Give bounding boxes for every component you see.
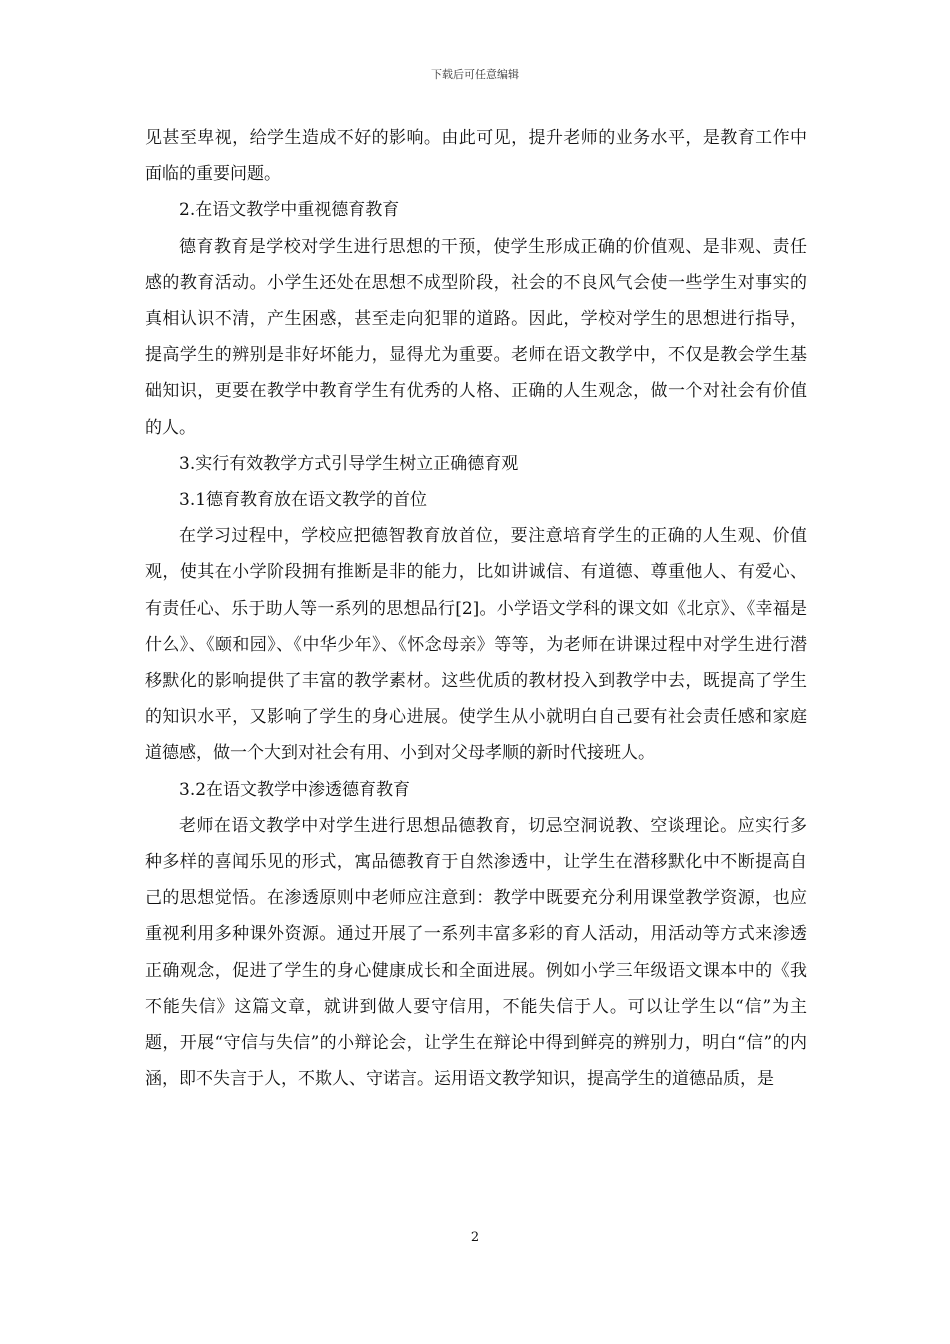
paragraph: 在学习过程中，学校应把德智教育放首位，要注意培育学生的正确的人生观、价值观，使其在小学阶段拥有推断是非的能力，比如讲诚信、有道德、尊重他人、有爱心、有责任心、乐于助人等一系列的思想品行[2]。小学语文学科的课文如《北京》、《幸福是什么》、《颐和园》、《中华少年》、《怀念母亲》等等，为老师在讲课过程中对学生进行潜移默化的影响提供了丰富的教学素材。这些优质的教材投入到教学中去，既提高了学生的知识水平，又影响了学生的身心进展。使学生从小就明白自己要有社会责任感和家庭道德感，做一个大到对社会有用、小到对父母孝顺的新时代接班人。 [145,526,807,764]
body-text [145,120,807,1097]
subsection-heading: 3.2在语文教学中渗透德育教育 [179,779,411,800]
paragraph: 见甚至卑视，给学生造成不好的影响。由此可见，提升老师的业务水平，是教育工作中面临的重要问题。 [145,128,807,185]
paragraph: 老师在语文教学中对学生进行思想品德教育，切忌空洞说教、空谈理论。应实行多种多样的喜闻乐见的形式，寓品德教育于自然渗透中，让学生在潜移默化中不断提高自己的思想觉悟。在渗透原则中老师应注意到：教学中既要充分利用课堂教学资源，也应重视利用多种课外资源。通过开展了一系列丰富多彩的育人活动，用活动等方式来渗透正确观念，促进了学生的身心健康成长和全面进展。例如小学三年级语文课本中的《我不能失信》这篇文章，就讲到做人要守信用，不能失信于人。可以让学生以“信”为主题，开展“守信与失信”的小辩论会，让学生在辩论中得到鲜亮的辨别力，明白“信”的内涵，即不失言于人，不欺人、守诺言。运用语文教学知识，提高学生的道德品质，是 [145,815,807,1090]
section-heading: 3.实行有效教学方式引导学生树立正确德育观 [179,453,519,474]
page-number: 2 [470,1230,480,1245]
paragraph: 德育教育是学校对学生进行思想的干预，使学生形成正确的价值观、是非观、责任感的教育活动。小学生还处在思想不成型阶段，社会的不良风气会使一些学生对事实的真相认识不清，产生困惑，甚至走向犯罪的道路。因此，学校对学生的思想进行指导，提高学生的辨别是非好坏能力，显得尤为重要。老师在语文教学中，不仅是教会学生基础知识，更要在教学中教育学生有优秀的人格、正确的人生观念，做一个对社会有价值的人。 [145,236,807,438]
subsection-heading: 3.1德育教育放在语文教学的首位 [179,490,428,511]
page-header: 下载后可任意编辑 [431,68,519,81]
section-heading: 2.在语文教学中重视德育教育 [179,200,400,221]
